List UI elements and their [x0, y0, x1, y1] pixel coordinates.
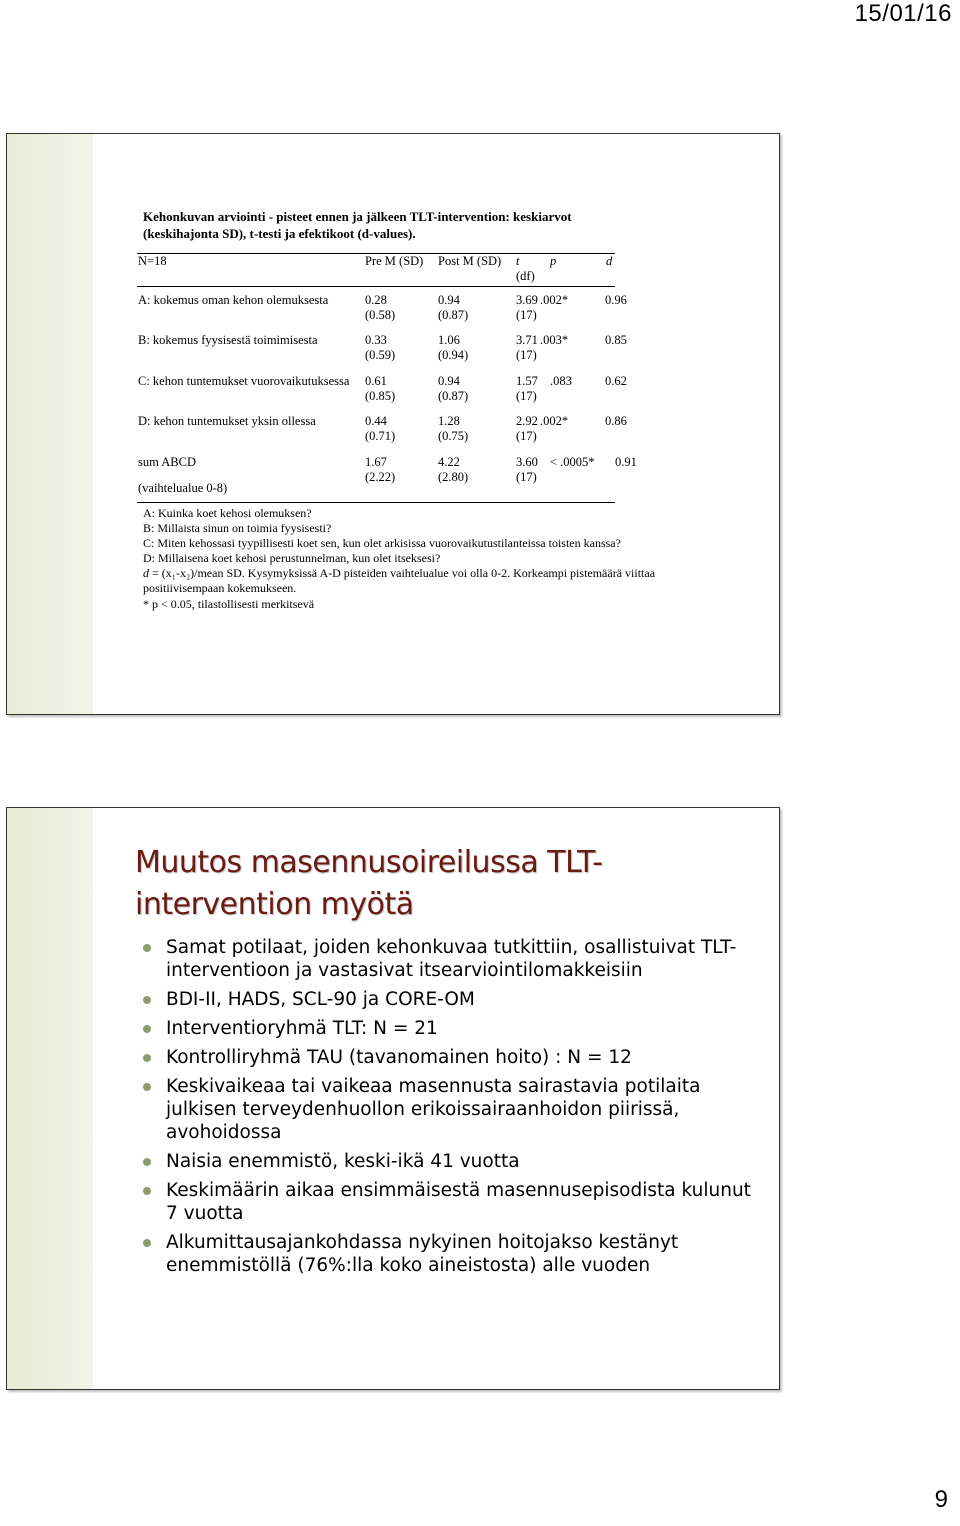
row-df: (17) — [516, 389, 537, 403]
row-df: (17) — [516, 470, 537, 484]
slide-side-stripe — [7, 808, 93, 1389]
row-pre: 0.61 — [365, 374, 387, 388]
slide-title: Muutos masennusoireilussa TLT-intervention myötä — [135, 845, 603, 922]
row-post: 1.28 — [438, 414, 460, 428]
row-d: 0.85 — [605, 333, 627, 347]
bullet-item — [141, 1231, 761, 1277]
slide-depression-change — [6, 807, 780, 1390]
note-c: C: Miten kehossasi tyypillisesti koet sen, kun olet arkisissa vuorovaikutustilanteissa toisten kanssa? — [143, 536, 621, 550]
note-formula-text: = (x₁-x₂)/mean SD. Kysymyksissä A-D pisteiden vaihtelualue voi olla 0-2. Korkeampi pistemäärä viittaa positiivisempaan kokemukseen. — [143, 566, 656, 595]
row-post-sd: (2.80) — [438, 470, 469, 484]
row-post-sd: (0.87) — [438, 389, 469, 403]
note-formula-d: d — [143, 566, 149, 580]
note-d: D: Millaisena koet kehosi perustunnelman, kun olet itseksesi? — [143, 551, 441, 565]
row-pre: 1.67 — [365, 455, 387, 469]
row-pre-sd: (0.71) — [365, 429, 396, 443]
row-post-sd: (0.87) — [438, 308, 469, 322]
bullet-text: Kontrolliryhmä TAU (tavanomainen hoito) : N = 12 — [166, 1047, 632, 1068]
row-post: 0.94 — [438, 374, 460, 388]
bullet-dot-icon — [143, 1083, 151, 1091]
note-significance: * p < 0.05, tilastollisesti merkitsevä — [143, 597, 315, 611]
table-title — [143, 208, 663, 242]
row-post: 0.94 — [438, 293, 460, 307]
row-d: 0.62 — [605, 374, 627, 388]
row-p: .002* — [540, 414, 569, 428]
row-label: B: kokemus fyysisestä toimimisesta — [138, 333, 318, 347]
bullet-item — [141, 936, 761, 982]
row-t: 2.92 — [516, 414, 538, 428]
row-pre: 0.44 — [365, 414, 387, 428]
row-p: .003* — [540, 333, 569, 347]
table-header-rule — [137, 286, 615, 287]
row-d: 0.91 — [615, 455, 637, 469]
note-formula — [143, 566, 683, 596]
slide-body-image-table — [6, 133, 780, 715]
row-label: C: kehon tuntemukset vuorovaikutuksessa — [138, 374, 350, 388]
bullet-text: BDI-II, HADS, SCL-90 ja CORE-OM — [166, 989, 475, 1010]
row-pre-sd: (0.85) — [365, 389, 396, 403]
header-p: p — [550, 254, 557, 268]
row-pre: 0.28 — [365, 293, 387, 307]
bullet-text: Interventioryhmä TLT: N = 21 — [166, 1018, 438, 1039]
row-post: 1.06 — [438, 333, 460, 347]
row-label: A: kokemus oman kehon olemuksesta — [138, 293, 329, 307]
row-t: 3.69 — [516, 293, 538, 307]
header-post: Post M (SD) — [438, 254, 502, 268]
row-df: (17) — [516, 308, 537, 322]
header-n: N=18 — [138, 254, 167, 268]
slide-side-stripe — [7, 134, 93, 714]
bullet-text: Alkumittausajankohdassa nykyinen hoitojakso kestänyt enemmistöllä (76%:lla koko aineistosta) alle vuoden — [166, 1232, 679, 1276]
row-p: < .0005* — [550, 455, 595, 469]
note-a: A: Kuinka koet kehosi olemuksen? — [143, 506, 312, 520]
bullet-dot-icon — [143, 996, 151, 1004]
row-post-sd: (0.94) — [438, 348, 469, 362]
table-title-line1: Kehonkuvan arviointi - pisteet ennen ja jälkeen TLT-intervention: keskiarvot — [143, 209, 572, 224]
row-pre-sd: (0.59) — [365, 348, 396, 362]
header-pre: Pre M (SD) — [365, 254, 424, 268]
bullet-list — [141, 936, 761, 1283]
bullet-item — [141, 1150, 761, 1173]
row-pre-sd: (2.22) — [365, 470, 396, 484]
row-post: 4.22 — [438, 455, 460, 469]
header-d: d — [606, 254, 613, 268]
header-t: t — [516, 254, 520, 268]
bullet-item — [141, 1179, 761, 1225]
bullet-text: Samat potilaat, joiden kehonkuvaa tutkittiin, osallistuivat TLT-interventioon ja vastasivat itsearviointilomakkeisiin — [166, 937, 737, 981]
header-df: (df) — [516, 269, 535, 283]
bullet-dot-icon — [143, 1239, 151, 1247]
row-pre-sd: (0.58) — [365, 308, 396, 322]
bullet-item — [141, 1046, 761, 1069]
row-df: (17) — [516, 429, 537, 443]
row-label: sum ABCD — [138, 455, 197, 469]
table-bottom-rule — [137, 502, 615, 503]
bullet-item — [141, 1075, 761, 1144]
row-d: 0.86 — [605, 414, 627, 428]
row-t: 3.71 — [516, 333, 538, 347]
header-date: 15/01/16 — [854, 0, 952, 27]
row-t: 3.60 — [516, 455, 538, 469]
bullet-item — [141, 1017, 761, 1040]
row-p: .083 — [550, 374, 572, 388]
row-label: D: kehon tuntemukset yksin ollessa — [138, 414, 316, 428]
row-df: (17) — [516, 348, 537, 362]
bullet-text: Naisia enemmistö, keski-ikä 41 vuotta — [166, 1151, 520, 1172]
row-sublabel: (vaihtelualue 0-8) — [138, 481, 228, 495]
bullet-item — [141, 988, 761, 1011]
row-d: 0.96 — [605, 293, 627, 307]
bullet-dot-icon — [143, 1158, 151, 1166]
row-t: 1.57 — [516, 374, 538, 388]
bullet-dot-icon — [143, 1054, 151, 1062]
bullet-text: Keskivaikeaa tai vaikeaa masennusta sairastavia potilaita julkisen terveydenhuollon erikoissairaanhoidon piirissä, avohoidossa — [166, 1076, 701, 1143]
table-title-line2: (keskihajonta SD), t-testi ja efektikoot (d-values). — [143, 226, 416, 241]
bullet-dot-icon — [143, 1025, 151, 1033]
bullet-text: Keskimäärin aikaa ensimmäisestä masennusepisodista kulunut 7 vuotta — [166, 1180, 751, 1224]
bullet-dot-icon — [143, 1187, 151, 1195]
row-p: .002* — [540, 293, 569, 307]
bullet-dot-icon — [143, 944, 151, 952]
page-number: 9 — [934, 1486, 948, 1513]
note-b: B: Millaista sinun on toimia fyysisesti? — [143, 521, 332, 535]
row-post-sd: (0.75) — [438, 429, 469, 443]
row-pre: 0.33 — [365, 333, 387, 347]
